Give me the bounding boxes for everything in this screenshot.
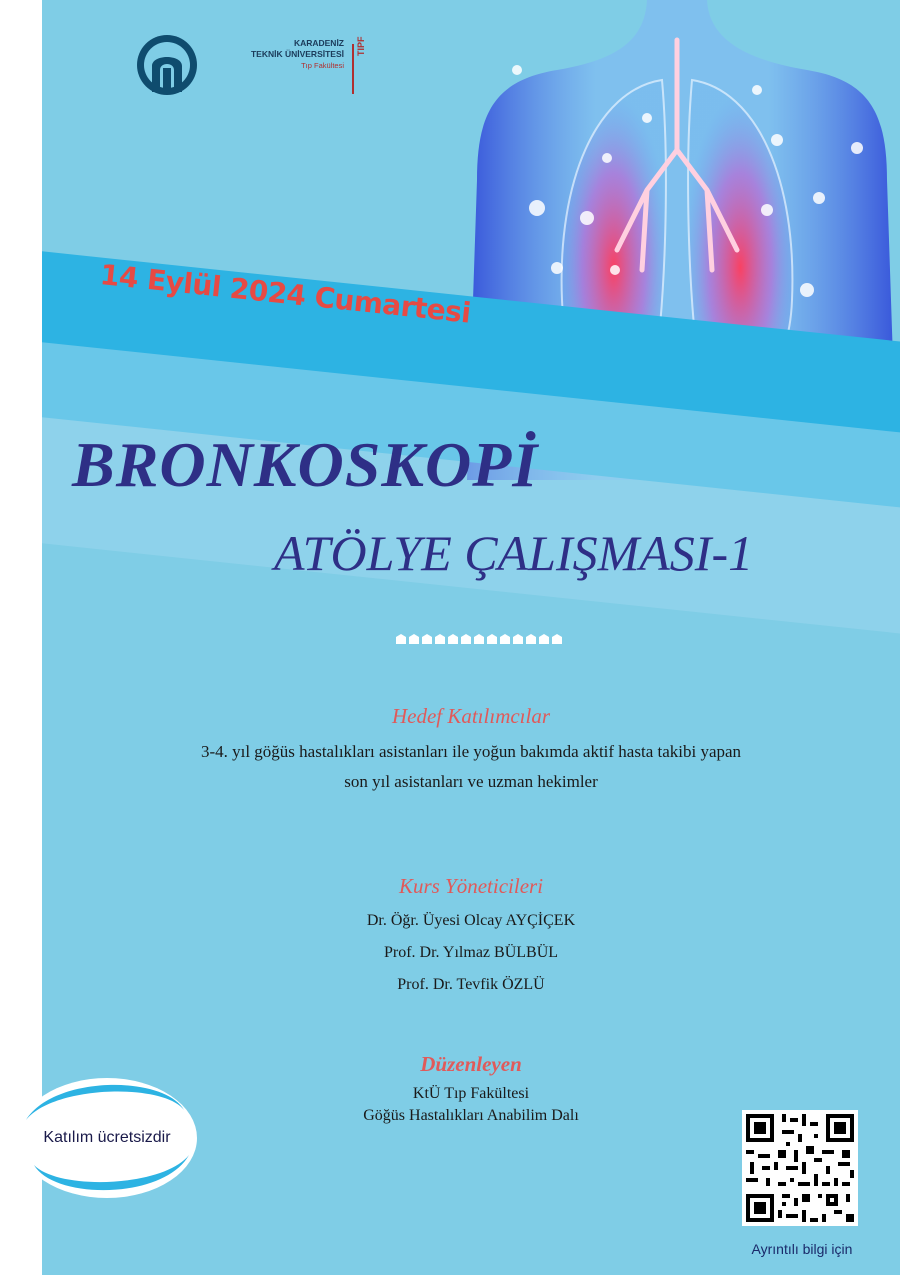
organizer-line-2: Göğüs Hastalıkları Anabilim Dalı [363, 1107, 579, 1124]
logo-side-label: TIPF [356, 36, 366, 56]
director-name: Prof. Dr. Tevfik ÖZLÜ [397, 976, 545, 993]
logo-text [234, 38, 344, 71]
target-line-2: son yıl asistanları ve uzman hekimler [344, 772, 598, 791]
directors-heading: Kurs Yöneticileri [398, 874, 544, 898]
target-line-1: 3-4. yıl göğüs hastalıkları asistanları ile yoğun bakımda aktif hasta takibi yapan [200, 742, 742, 761]
directors-section [42, 874, 900, 1001]
target-heading: Hedef Katılımcılar [391, 704, 551, 728]
target-section [42, 704, 900, 797]
main-title: BRONKOSKOPİ [72, 429, 539, 500]
faculty-name: Tıp Fakültesi [301, 61, 344, 70]
director-name: Dr. Öğr. Üyesi Olcay AYÇİÇEK [366, 912, 576, 929]
logo-divider [352, 44, 354, 94]
director-name: Prof. Dr. Yılmaz BÜLBÜL [383, 944, 559, 961]
university-name-line1: KARADENİZ [293, 38, 344, 48]
target-text [42, 737, 900, 797]
organizer-line-1: KtÜ Tıp Fakültesi [412, 1085, 530, 1102]
university-logo [134, 30, 384, 108]
decorative-divider [396, 634, 562, 644]
qr-caption: Ayrıntılı bilgi için [751, 1241, 853, 1257]
event-date: 14 Eylül 2024 Cumartesi [98, 258, 473, 330]
organizer-heading: Düzenleyen [420, 1052, 522, 1076]
qr-code[interactable] [742, 1110, 858, 1226]
university-name-line2: TEKNİK ÜNİVERSİTESİ [250, 49, 344, 59]
directors-list [42, 905, 900, 1001]
ktu-emblem-icon [134, 32, 200, 98]
badge-label: Katılım ücretsizdir [43, 1129, 171, 1146]
free-participation-badge [14, 1075, 200, 1201]
sub-title: ATÖLYE ÇALIŞMASI-1 [274, 525, 754, 581]
